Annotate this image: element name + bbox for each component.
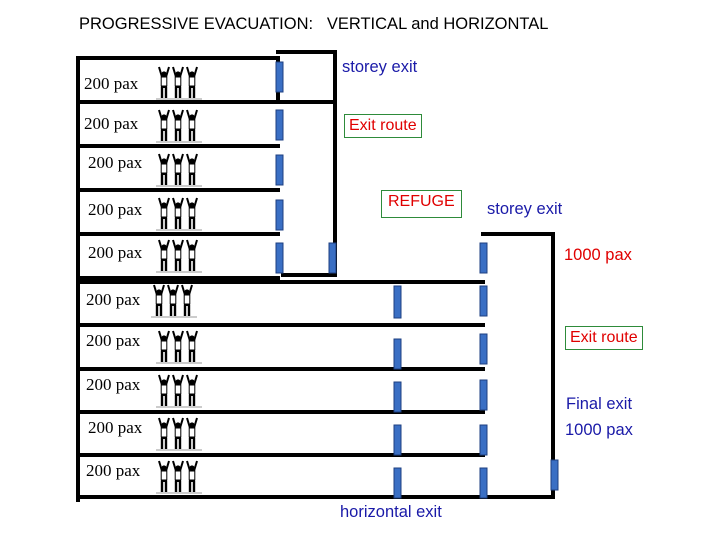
diagram-title: PROGRESSIVE EVACUATION: VERTICAL and HORIZONTAL <box>79 15 549 33</box>
occupant-group <box>156 418 202 450</box>
floor-occupancy-label: 200 pax <box>86 290 141 309</box>
storey-exit-label-top: storey exit <box>342 58 418 76</box>
floor-occupancy-label: 200 pax <box>84 114 139 133</box>
floor-occupancy-label: 200 pax <box>88 418 143 437</box>
occupant-group <box>156 240 202 272</box>
floor-occupancy-label: 200 pax <box>86 331 141 350</box>
exit-route-label-top: Exit route <box>344 114 422 138</box>
occupant-group <box>156 154 202 186</box>
final-exit-capacity-label: 1000 pax <box>565 421 633 439</box>
floor-occupancy-label: 200 pax <box>88 200 143 219</box>
refuge-label: REFUGE <box>381 190 462 218</box>
exit-route-label-right: Exit route <box>565 326 643 350</box>
horizontal-exit-label: horizontal exit <box>340 503 442 521</box>
floor-occupancy-label: 200 pax <box>84 74 139 93</box>
floor-occupancy-label: 200 pax <box>86 461 141 480</box>
floor-occupancy-label: 200 pax <box>86 375 141 394</box>
final-exit-label: Final exit <box>566 395 633 413</box>
occupant-group <box>156 67 202 99</box>
occupant-group <box>151 285 197 317</box>
occupant-group <box>156 110 202 142</box>
storey-exit-label-right: storey exit <box>487 200 563 218</box>
occupant-group <box>156 198 202 230</box>
occupant-group <box>156 375 202 407</box>
floor-occupancy-label: 200 pax <box>88 153 143 172</box>
capacity-1000-label: 1000 pax <box>564 246 632 264</box>
occupant-group <box>156 461 202 493</box>
occupant-group <box>156 331 202 363</box>
floor-occupancy-label: 200 pax <box>88 243 143 262</box>
